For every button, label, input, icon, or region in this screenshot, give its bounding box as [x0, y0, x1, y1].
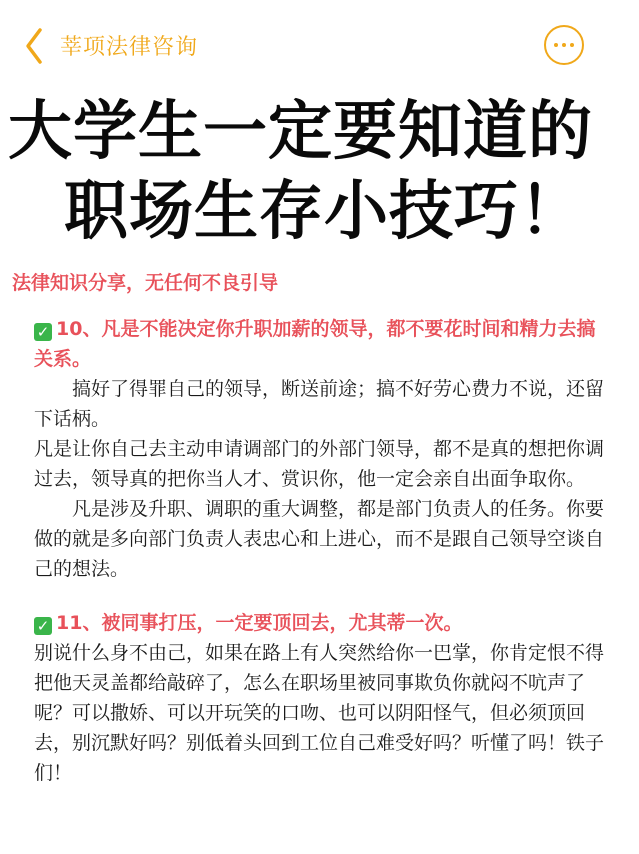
- section-heading-text: 10、凡是不能决定你升职加薪的领导，都不要花时间和精力去搞关系。: [34, 318, 596, 370]
- chevron-left-icon: [22, 26, 46, 66]
- paragraph: 凡是让你自己去主动申请调部门的外部门领导，都不是真的想把你调过去，领导真的把你当人才、赏识你，他一定会亲自出面争取你。: [34, 438, 605, 490]
- paragraph: 搞好了得罪自己的领导，断送前途；搞不好劳心费力不说，还留下话柄。: [34, 378, 605, 430]
- subtitle: 法律知识分享，无任何不良引导: [12, 272, 279, 294]
- page-title: [0, 92, 639, 252]
- article-body: [34, 314, 604, 788]
- app-name: 莘项法律咨询: [60, 35, 199, 60]
- more-dot: [562, 43, 566, 47]
- back-button[interactable]: [22, 26, 46, 66]
- checkmark-icon: ✓: [34, 617, 52, 635]
- title-line-2: 职场生存小技巧！: [64, 175, 584, 249]
- more-dot: [570, 43, 574, 47]
- more-button[interactable]: [544, 25, 584, 65]
- more-dots-icon: [554, 43, 558, 47]
- top-bar: [0, 0, 639, 92]
- spacer: [34, 584, 604, 608]
- paragraph: 凡是涉及升职、调职的重大调整，都是部门负责人的任务。你要做的就是多向部门负责人表忠心和上进心，而不是跟自己领导空谈自己的想法。: [34, 498, 605, 580]
- title-line-1: 大学生一定要知道的: [8, 95, 593, 169]
- paragraph: 别说什么身不由己，如果在路上有人突然给你一巴掌，你肯定恨不得把他天灵盖都给敲碎了，怎么在职场里被同事欺负你就闷不吭声了呢？可以撒娇、可以开玩笑的口吻、也可以阴阳怪气，但必须顶回去，别沉默好吗？别低着头回到工位自己难受好吗？听懂了吗！铁子们！: [34, 642, 605, 784]
- checkmark-icon: ✓: [34, 323, 52, 341]
- section-heading-text: 11、被同事打压，一定要顶回去，尤其蒂一次。: [56, 612, 463, 634]
- section-heading: [34, 314, 604, 374]
- section-heading: [34, 608, 604, 638]
